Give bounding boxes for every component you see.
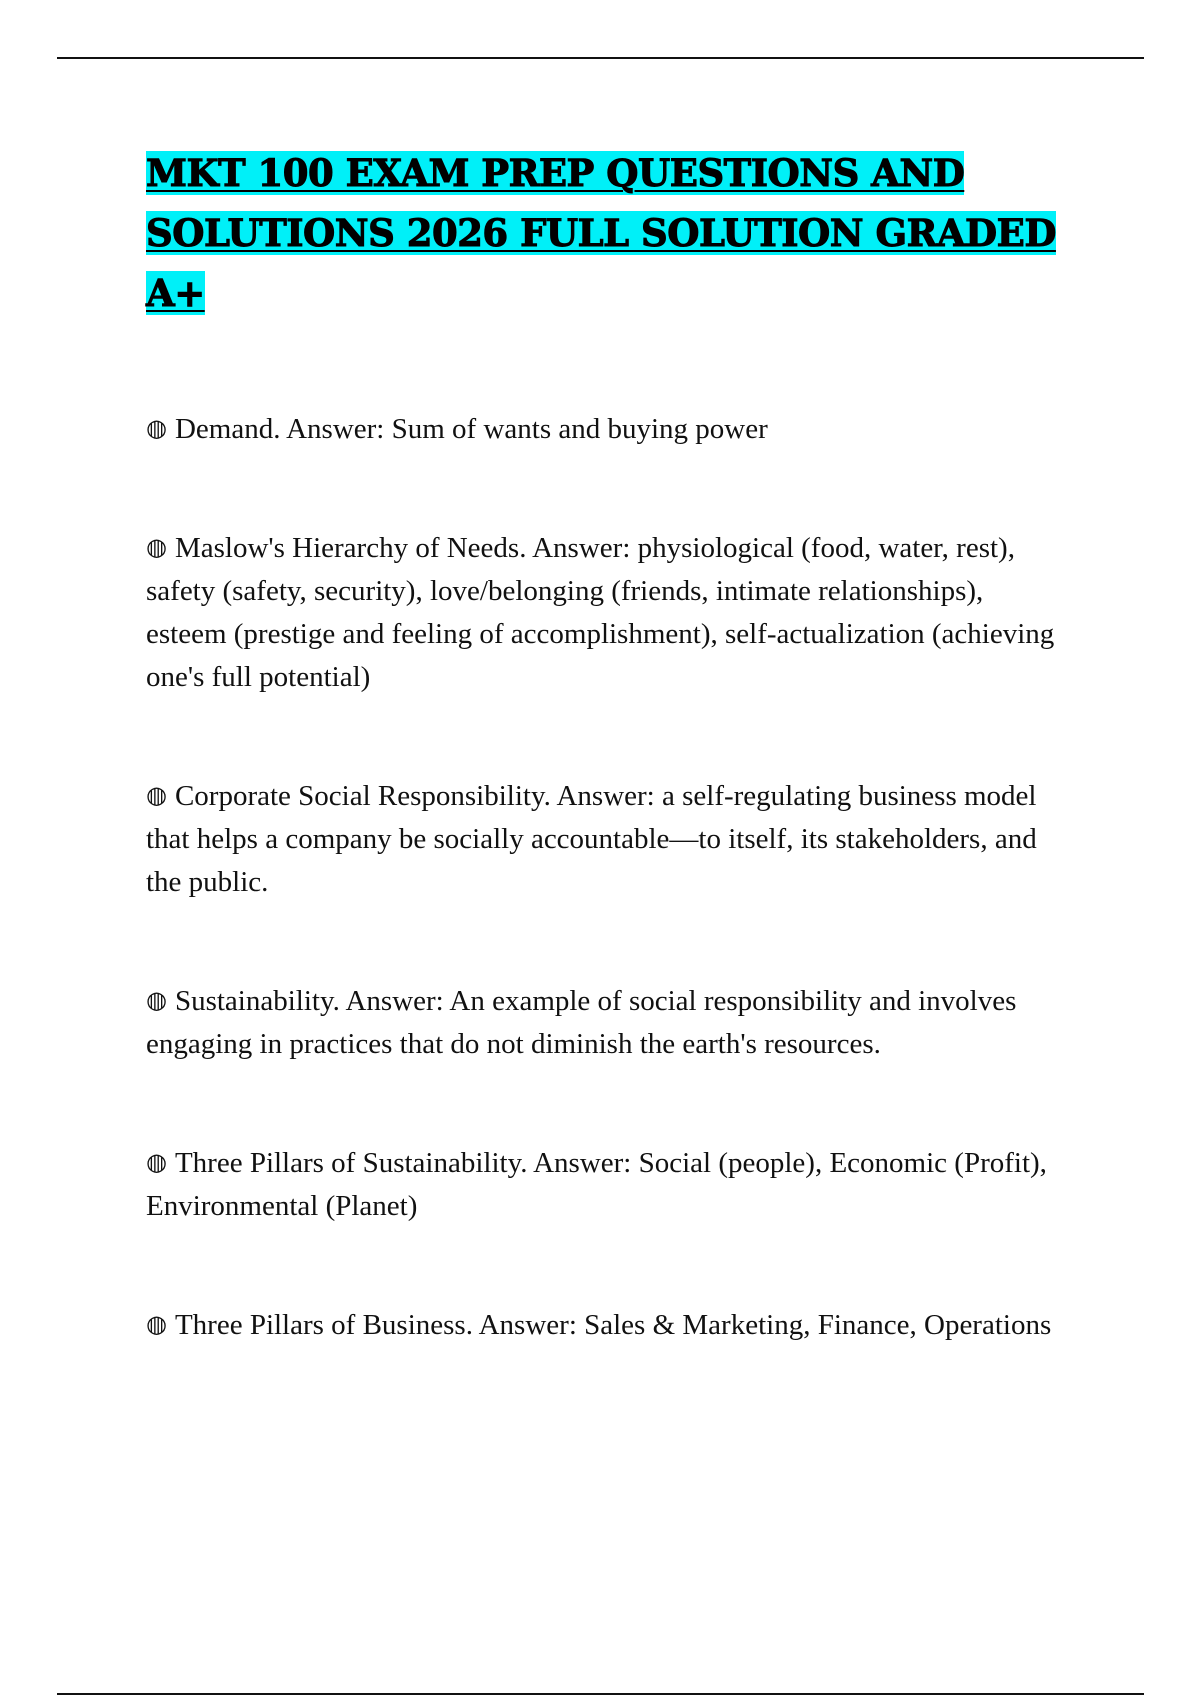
bottom-divider xyxy=(57,1693,1144,1695)
qa-text: Three Pillars of Business. Answer: Sales & Marketing, Finance, Operations xyxy=(174,1309,1052,1341)
qa-text: Three Pillars of Sustainability. Answer: Social (people), Economic (Profit), Environmental (Planet) xyxy=(146,1147,1047,1222)
qa-item xyxy=(146,980,1066,1066)
qa-item xyxy=(146,775,1066,904)
document-title-highlight: MKT 100 EXAM PREP QUESTIONS AND SOLUTIONS 2026 FULL SOLUTION GRADED A+ xyxy=(146,151,1056,315)
qa-text: Corporate Social Responsibility. Answer: a self-regulating business model that helps a company be socially accountable—to itself, its stakeholders, and the public. xyxy=(146,780,1037,898)
qa-item xyxy=(146,408,1066,451)
bullet-circle-icon: ◍ xyxy=(146,416,167,442)
bullet-circle-icon: ◍ xyxy=(146,1150,167,1176)
qa-item xyxy=(146,1142,1066,1228)
document-body xyxy=(146,143,1066,1423)
qa-item xyxy=(146,1304,1066,1347)
top-divider xyxy=(57,57,1144,59)
document-title xyxy=(146,143,1066,323)
qa-text: Maslow's Hierarchy of Needs. Answer: physiological (food, water, rest), safety (safety, security), love/belonging (friends, intimate relationships), esteem (prestige and feeling of accomplishment), self-actualization (achieving one's full potential) xyxy=(146,532,1055,693)
qa-item xyxy=(146,527,1066,699)
qa-text: Sustainability. Answer: An example of social responsibility and involves engaging in practices that do not diminish the earth's resources. xyxy=(146,985,1017,1060)
bullet-circle-icon: ◍ xyxy=(146,535,167,561)
bullet-circle-icon: ◍ xyxy=(146,988,167,1014)
qa-text: Demand. Answer: Sum of wants and buying power xyxy=(174,413,768,445)
bullet-circle-icon: ◍ xyxy=(146,1312,167,1338)
bullet-circle-icon: ◍ xyxy=(146,783,167,809)
qa-list xyxy=(146,408,1066,1347)
